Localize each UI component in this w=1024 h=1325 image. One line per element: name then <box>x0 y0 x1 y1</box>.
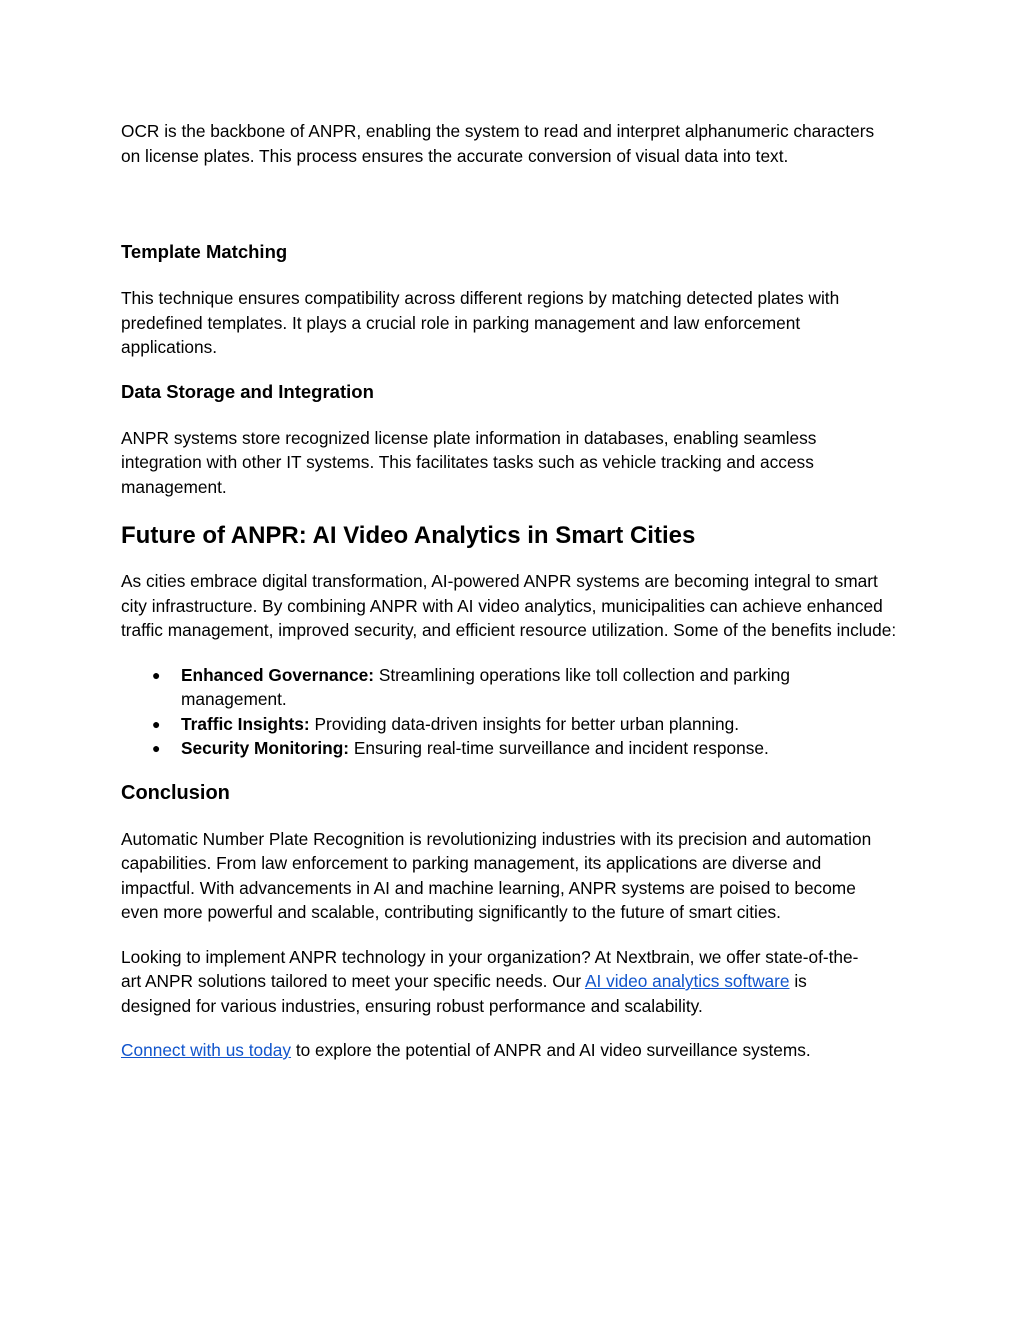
list-item <box>121 712 851 737</box>
bullet-text: Ensuring real-time surveillance and incident response. <box>349 738 769 758</box>
connect-text-after: to explore the potential of ANPR and AI video surveillance systems. <box>291 1040 811 1060</box>
conclusion-paragraph: Automatic Number Plate Recognition is revolutionizing industries with its precision and automation capabilities. From law enforcement to parking management, its applications are diverse and impactful. With advancements in AI and machine learning, ANPR systems are poised to become even more powerful and scalable, contributing significantly to the future of smart cities. <box>121 828 872 922</box>
bullet-label: Security Monitoring: <box>181 738 350 758</box>
bullet-text: Streamlining operations like toll collection and parking management. <box>181 664 790 709</box>
document-page <box>121 119 911 1063</box>
data-storage-heading: Data Storage and Integration <box>121 380 374 402</box>
list-item <box>121 736 851 761</box>
data-storage-paragraph: ANPR systems store recognized license plate information in databases, enabling seamless integration with other IT systems. This facilitates tasks such as vehicle tracking and access management. <box>121 427 817 497</box>
template-matching-paragraph: This technique ensures compatibility across different regions by matching detected plates with predefined templates. It plays a crucial role in parking management and law enforcement applications. <box>121 288 840 357</box>
bullet-text: Providing data-driven insights for better urban planning. <box>309 713 740 734</box>
future-paragraph: As cities embrace digital transformation, AI-powered ANPR systems are becoming integral to smart city infrastructure. By combining ANPR with AI video analytics, municipalities can achieve enhanced traffic management, improved security, and efficient resource utilization. Some of the benefits include: <box>121 571 897 640</box>
future-heading: Future of ANPR: AI Video Analytics in Smart Cities <box>121 522 696 549</box>
cta-text-before: Looking to implement ANPR technology in your organization? At Nextbrain, we offer state-of-the-art ANPR solutions tailored to meet your specific needs. Our <box>121 946 859 991</box>
conclusion-heading: Conclusion <box>121 781 230 804</box>
cta-text-after: is designed for various industries, ensuring robust performance and scalability. <box>121 971 807 1016</box>
benefits-list <box>121 663 851 761</box>
list-item <box>121 663 851 712</box>
ai-video-analytics-link[interactable]: AI video analytics software <box>584 971 790 991</box>
bullet-label: Enhanced Governance: <box>181 664 375 685</box>
bullet-label: Traffic Insights: <box>181 713 310 734</box>
intro-paragraph: OCR is the backbone of ANPR, enabling the system to read and interpret alphanumeric characters on license plates. This process ensures the accurate conversion of visual data into text. <box>121 121 875 166</box>
bullet-icon: ● <box>152 740 161 756</box>
template-matching-heading: Template Matching <box>121 241 288 262</box>
bullet-icon: ● <box>152 666 161 683</box>
cta-paragraph <box>121 945 866 1019</box>
connect-paragraph <box>121 1038 911 1063</box>
bullet-icon: ● <box>152 715 161 732</box>
connect-link[interactable]: Connect with us today <box>121 1040 292 1060</box>
